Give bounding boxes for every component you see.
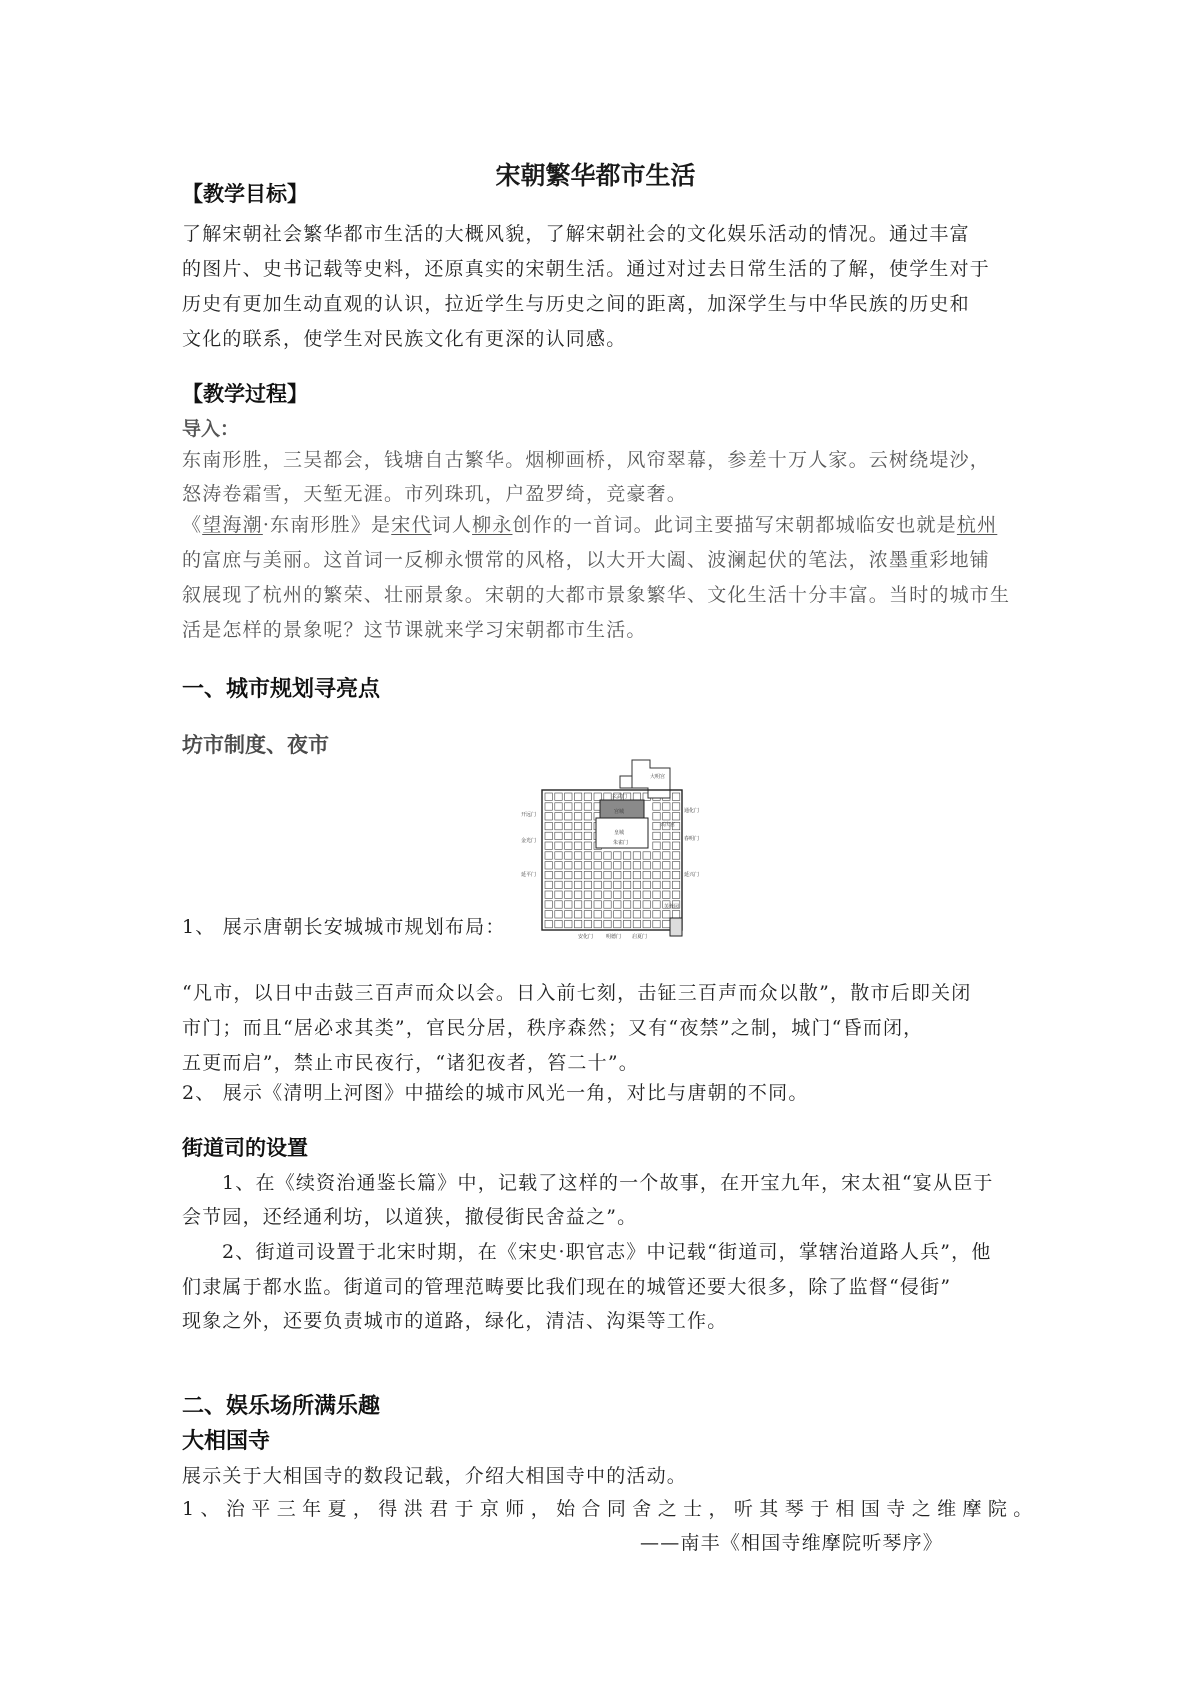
city-ward <box>574 862 581 869</box>
city-ward <box>633 920 640 927</box>
city-ward <box>614 871 621 878</box>
city-ward <box>574 822 581 829</box>
map-label-furong: 芙蓉园 <box>664 904 680 910</box>
city-ward <box>633 793 640 800</box>
city-ward <box>545 891 552 898</box>
city-ward <box>623 920 630 927</box>
city-ward <box>594 871 601 878</box>
city-ward <box>672 852 679 859</box>
city-ward <box>653 901 660 908</box>
city-ward <box>653 813 660 820</box>
intro-para-line <box>182 510 997 537</box>
city-ward <box>623 891 630 898</box>
city-ward <box>623 901 630 908</box>
city-ward <box>672 793 679 800</box>
objectives-line: 的图片、史书记载等史料，还原真实的宋朝生活。通过对过去日常生活的了解，使学生对于 <box>182 258 991 280</box>
city-ward <box>565 901 572 908</box>
city-ward <box>663 813 670 820</box>
section2-heading: 二、娱乐场所满乐趣 <box>182 1394 381 1419</box>
city-ward <box>623 852 630 859</box>
city-ward <box>653 911 660 918</box>
section1-subheading: 坊市制度、夜市 <box>182 733 329 757</box>
city-ward <box>545 911 552 918</box>
city-ward <box>584 891 591 898</box>
city-ward <box>672 881 679 888</box>
city-ward <box>653 852 660 859</box>
map-label-yanxing: 延兴门 <box>684 872 700 878</box>
city-ward <box>574 881 581 888</box>
city-ward <box>565 862 572 869</box>
city-ward <box>545 920 552 927</box>
street-para2-line: 现象之外，还要负责城市的道路，绿化，清洁、沟渠等工作。 <box>182 1310 728 1332</box>
section1-item1: 1、 展示唐朝长安城城市规划布局： <box>182 916 506 938</box>
map-label-qixia: 启夏门 <box>632 934 648 940</box>
palace-annex-outline <box>620 776 632 788</box>
city-ward <box>545 871 552 878</box>
quote-line: 市门；而且“居必求其类”，官民分居，秩序森然；又有“夜禁”之制，城门“昏而闭， <box>182 1017 924 1039</box>
city-ward <box>663 891 670 898</box>
city-ward <box>643 852 650 859</box>
city-ward <box>574 842 581 849</box>
city-ward <box>565 793 572 800</box>
link-liuyong[interactable]: 柳永 <box>472 514 513 536</box>
city-ward <box>574 920 581 927</box>
city-ward <box>653 871 660 878</box>
city-ward <box>584 901 591 908</box>
city-ward <box>574 813 581 820</box>
city-ward <box>594 881 601 888</box>
map-label-yanping: 延平门 <box>521 872 537 878</box>
city-ward <box>672 911 679 918</box>
map-label-tonghua: 通化门 <box>684 808 700 814</box>
city-ward <box>555 920 562 927</box>
text-span: 创作的一首词。此词主要描写宋朝都城临安也就是 <box>512 514 957 536</box>
city-ward <box>555 911 562 918</box>
city-ward <box>574 891 581 898</box>
street-para2-line: 们隶属于都水监。街道司的管理范畴要比我们现在的城管还要大很多，除了监督“侵街” <box>182 1276 952 1298</box>
city-ward <box>574 832 581 839</box>
link-hangzhou[interactable]: 杭州 <box>956 514 998 536</box>
city-ward <box>672 803 679 810</box>
city-ward <box>623 862 630 869</box>
city-ward <box>653 862 660 869</box>
city-ward <box>555 901 562 908</box>
city-ward <box>663 842 670 849</box>
quote-line: “凡市，以日中击鼓三百声而众以会。日入前七刻，击钲三百声而众以散”，散市后即关闭 <box>182 982 972 1004</box>
city-ward <box>555 793 562 800</box>
city-ward <box>545 793 552 800</box>
map-label-jinguang: 金光门 <box>521 838 537 844</box>
city-ward <box>663 920 670 927</box>
city-ward <box>672 891 679 898</box>
city-ward <box>565 813 572 820</box>
city-ward <box>604 901 611 908</box>
city-ward <box>555 871 562 878</box>
city-ward <box>565 891 572 898</box>
city-ward <box>555 803 562 810</box>
city-ward <box>545 832 552 839</box>
city-ward <box>565 911 572 918</box>
section2-intro: 展示关于大相国寺的数段记载，介绍大相国寺中的活动。 <box>182 1465 688 1487</box>
section2-attribution: ——南丰《相国寺维摩院听琴序》 <box>640 1532 944 1554</box>
city-ward <box>555 813 562 820</box>
city-ward <box>663 832 670 839</box>
map-label-daming: 大明宫 <box>650 774 666 780</box>
city-ward <box>565 832 572 839</box>
city-ward <box>574 871 581 878</box>
city-ward <box>614 862 621 869</box>
city-ward <box>584 852 591 859</box>
furong-garden <box>670 918 682 936</box>
city-ward <box>633 881 640 888</box>
city-ward <box>545 803 552 810</box>
objectives-line: 了解宋朝社会繁华都市生活的大概风貌，了解宋朝社会的文化娱乐活动的情况。通过丰富 <box>182 223 970 245</box>
city-ward <box>545 901 552 908</box>
city-ward <box>555 842 562 849</box>
text-span: ·东南形胜》是 <box>262 514 392 536</box>
city-ward <box>545 881 552 888</box>
quote-line: 五更而启”，禁止市民夜行，“诸犯夜者，笞二十”。 <box>182 1052 639 1074</box>
city-ward <box>604 871 611 878</box>
city-ward <box>545 842 552 849</box>
city-ward <box>663 803 670 810</box>
text-span: 《 <box>182 514 203 536</box>
city-ward <box>574 803 581 810</box>
city-ward <box>633 891 640 898</box>
city-ward <box>643 911 650 918</box>
city-ward <box>555 862 562 869</box>
city-ward <box>663 911 670 918</box>
poem-line: 怒涛卷霜雪，天堑无涯。市列珠玑，户盈罗绮，竞豪奢。 <box>182 483 688 505</box>
city-ward <box>565 871 572 878</box>
city-ward <box>545 852 552 859</box>
city-ward <box>643 920 650 927</box>
map-label-imperial: 皇城 <box>614 830 625 836</box>
city-ward <box>604 881 611 888</box>
text-span: 词人 <box>431 514 473 536</box>
city-ward <box>555 891 562 898</box>
city-ward <box>604 793 611 800</box>
city-ward <box>545 862 552 869</box>
link-wanghaichao[interactable]: 望海潮 <box>202 514 263 536</box>
map-label-anhua: 安化门 <box>578 934 594 940</box>
city-ward <box>672 832 679 839</box>
city-ward <box>565 822 572 829</box>
city-ward <box>584 911 591 918</box>
city-ward <box>565 920 572 927</box>
city-ward <box>672 871 679 878</box>
city-ward <box>614 901 621 908</box>
city-ward <box>594 862 601 869</box>
city-ward <box>604 852 611 859</box>
changan-city-map <box>520 758 704 940</box>
city-ward <box>594 911 601 918</box>
city-ward <box>574 793 581 800</box>
city-ward <box>594 920 601 927</box>
page-title: 宋朝繁华都市生活 <box>495 161 696 190</box>
city-ward <box>614 881 621 888</box>
section1-subheading2: 街道司的设置 <box>182 1136 308 1160</box>
city-ward <box>594 901 601 908</box>
city-ward <box>653 881 660 888</box>
city-ward <box>614 891 621 898</box>
city-ward <box>623 881 630 888</box>
city-ward <box>663 862 670 869</box>
intro-para-line: 的富庶与美丽。这首词一反柳永惯常的风格，以大开大阖、波澜起伏的笔法，浓墨重彩地铺 <box>182 549 991 571</box>
city-ward <box>653 891 660 898</box>
city-ward <box>633 871 640 878</box>
city-ward <box>565 803 572 810</box>
objectives-line: 历史有更加生动直观的认识，拉近学生与历史之间的距离，加深学生与中华民族的历史和 <box>182 293 970 315</box>
city-ward <box>584 832 591 839</box>
city-ward <box>633 901 640 908</box>
city-ward <box>565 881 572 888</box>
city-ward <box>633 852 640 859</box>
intro-para-line: 叙展现了杭州的繁荣、壮丽景象。宋朝的大都市景象繁华、文化生活十分丰富。当时的城市生 <box>182 584 1011 606</box>
city-ward <box>623 871 630 878</box>
city-ward <box>653 842 660 849</box>
city-ward <box>565 852 572 859</box>
city-ward <box>545 822 552 829</box>
city-ward <box>574 901 581 908</box>
intro-label: 导入： <box>182 418 240 440</box>
city-ward <box>653 832 660 839</box>
city-ward <box>672 842 679 849</box>
poem-line: 东南形胜，三吴都会，钱塘自古繁华。烟柳画桥，风帘翠幕，参差十万人家。云树绕堤沙， <box>182 449 991 471</box>
city-ward <box>633 862 640 869</box>
city-ward <box>672 813 679 820</box>
street-para2-line: 2、街道司设置于北宋时期，在《宋史·职官志》中记载“街道司，掌辖治道路人兵”，他 <box>222 1241 992 1263</box>
city-ward <box>643 871 650 878</box>
link-songdai[interactable]: 宋代 <box>391 514 432 536</box>
city-ward <box>604 891 611 898</box>
city-ward <box>584 842 591 849</box>
city-ward <box>653 803 660 810</box>
city-ward <box>604 862 611 869</box>
city-ward <box>594 793 601 800</box>
process-heading: 【教学过程】 <box>182 382 308 406</box>
city-ward <box>584 803 591 810</box>
map-label-xingqing: 兴庆宫 <box>660 822 676 828</box>
section1-item2: 2、 展示《清明上河图》中描绘的城市风光一角，对比与唐朝的不同。 <box>182 1082 809 1104</box>
city-ward <box>574 852 581 859</box>
city-ward <box>594 891 601 898</box>
city-ward <box>604 911 611 918</box>
map-label-xuanwu: 玄武门 <box>612 794 628 800</box>
city-ward <box>555 852 562 859</box>
city-ward <box>584 813 591 820</box>
city-ward <box>614 911 621 918</box>
city-ward <box>643 901 650 908</box>
city-ward <box>643 881 650 888</box>
objectives-heading: 【教学目标】 <box>182 182 308 206</box>
city-ward <box>614 852 621 859</box>
city-ward <box>663 881 670 888</box>
city-ward <box>604 920 611 927</box>
map-label-zhuque: 朱雀门 <box>613 840 629 846</box>
city-ward <box>574 911 581 918</box>
map-label-mingde: 明德门 <box>606 934 622 940</box>
city-ward <box>584 920 591 927</box>
street-para1-line: 1、在《续资治通鉴长篇》中，记载了这样的一个故事，在开宝九年，宋太祖“宴从臣于 <box>222 1172 994 1194</box>
city-ward <box>584 793 591 800</box>
section2-item1: 1、治平三年夏，得洪君于京师，始合同舍之士，听其琴于相国寺之维摩院。 <box>182 1498 1039 1520</box>
street-para1-line: 会节园，还经通利坊，以道狭，撤侵街民舍益之”。 <box>182 1206 638 1228</box>
city-ward <box>643 891 650 898</box>
city-ward <box>565 842 572 849</box>
city-ward <box>672 862 679 869</box>
city-ward <box>643 862 650 869</box>
city-ward <box>614 920 621 927</box>
city-ward <box>584 822 591 829</box>
city-ward <box>653 920 660 927</box>
section1-heading: 一、城市规划寻亮点 <box>182 677 381 702</box>
city-ward <box>545 813 552 820</box>
city-ward <box>594 852 601 859</box>
city-ward <box>623 911 630 918</box>
city-ward <box>584 881 591 888</box>
city-ward <box>555 822 562 829</box>
city-ward <box>663 852 670 859</box>
city-ward <box>584 862 591 869</box>
map-label-chunming: 春明门 <box>684 836 700 842</box>
city-ward <box>663 871 670 878</box>
section2-subheading: 大相国寺 <box>182 1429 271 1454</box>
map-label-palace: 宫城 <box>614 809 625 815</box>
map-label-kaiyuan: 开远门 <box>521 812 537 818</box>
city-ward <box>633 911 640 918</box>
objectives-line: 文化的联系，使学生对民族文化有更深的认同感。 <box>182 328 627 350</box>
city-ward <box>555 881 562 888</box>
intro-para-line: 活是怎样的景象呢？这节课就来学习宋朝都市生活。 <box>182 619 647 641</box>
city-ward <box>555 832 562 839</box>
city-ward <box>584 871 591 878</box>
